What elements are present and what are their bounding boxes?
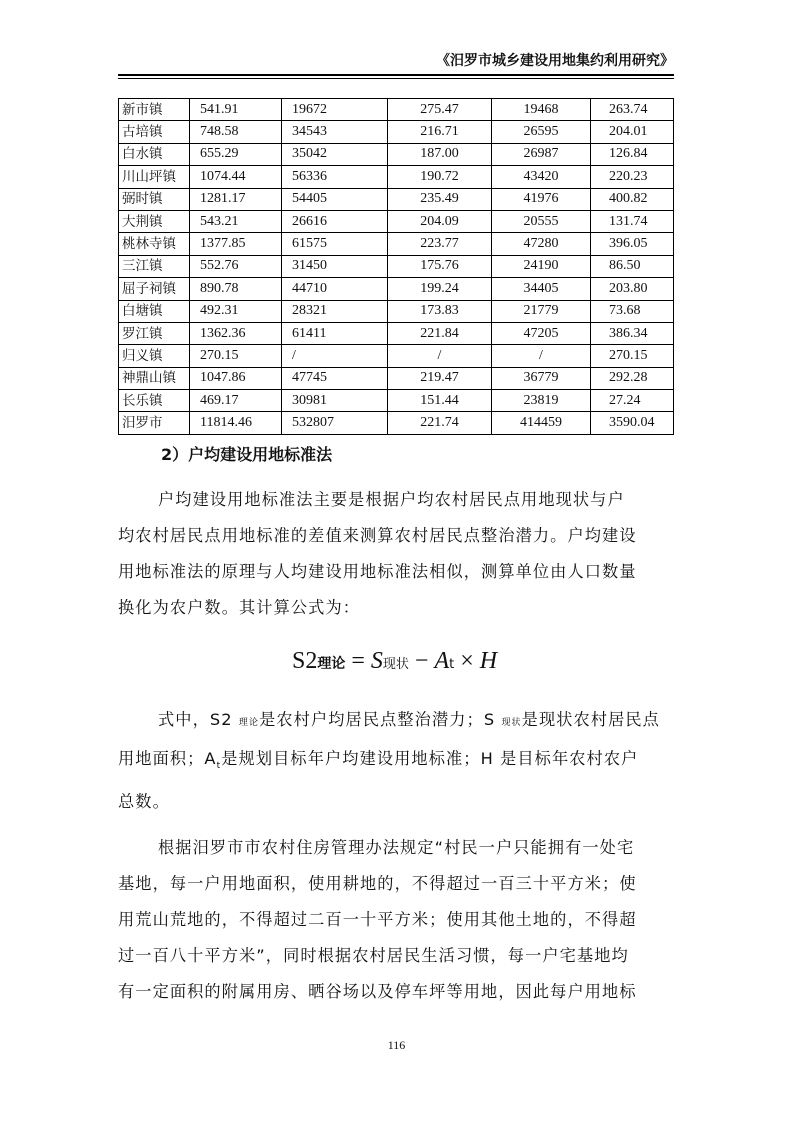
table-cell-value: 1281.17: [190, 188, 282, 210]
table-cell-value: 1047.86: [190, 367, 282, 389]
table-cell-value: 20555: [492, 210, 591, 232]
paragraph-variable-definitions: [118, 702, 678, 820]
paragraph-line: 总数。: [118, 792, 170, 812]
paragraph-line: 户均建设用地标准法主要是根据户均农村居民点用地现状与户: [158, 490, 625, 509]
text-span: 是规划目标年户均建设用地标准；H 是目标年农村农户: [221, 749, 639, 768]
table-cell-town: 长乐镇: [119, 390, 190, 412]
table-cell-value: 223.77: [388, 233, 492, 255]
table-cell-value: 396.05: [591, 233, 674, 255]
paragraph-method-intro: [118, 482, 678, 626]
section-heading: 2）户均建设用地标准法: [161, 445, 333, 464]
table-cell-value: 199.24: [388, 278, 492, 300]
formula-a-subscript: t: [449, 657, 455, 672]
table-cell-value: 220.23: [591, 166, 674, 188]
table-cell-town: 桃林寺镇: [119, 233, 190, 255]
table-cell-town: 新市镇: [119, 99, 190, 121]
table-cell-value: 492.31: [190, 300, 282, 322]
table-cell-value: 216.71: [388, 121, 492, 143]
formula-equals: =: [345, 648, 371, 674]
table-cell-town: 汨罗市: [119, 412, 190, 434]
formula-h: H: [479, 648, 498, 674]
table-cell-value: 292.28: [591, 367, 674, 389]
table-row: [119, 300, 674, 322]
header-rule-thin: [118, 78, 674, 79]
table-cell-value: 655.29: [190, 143, 282, 165]
table-row: [119, 99, 674, 121]
text-span: 是现状农村居民点: [521, 710, 660, 729]
table-cell-town: 弼时镇: [119, 188, 190, 210]
table-cell-value: 235.49: [388, 188, 492, 210]
table-cell-value: 386.34: [591, 322, 674, 344]
table-cell-value: 748.58: [190, 121, 282, 143]
table-row: [119, 143, 674, 165]
formula-a: A: [434, 648, 450, 674]
table-cell-value: 44710: [282, 278, 388, 300]
table-cell-value: 221.74: [388, 412, 492, 434]
table-cell-value: 19468: [492, 99, 591, 121]
subscript: t: [216, 761, 222, 772]
table-cell-value: 35042: [282, 143, 388, 165]
formula-times: ×: [454, 648, 480, 674]
table-cell-value: 47745: [282, 367, 388, 389]
paragraph-line: [118, 741, 678, 784]
table-cell-value: 34405: [492, 278, 591, 300]
table-cell-value: 532807: [282, 412, 388, 434]
table-cell-value: 26595: [492, 121, 591, 143]
table-cell-value: 41976: [492, 188, 591, 210]
table-row: [119, 233, 674, 255]
table-row: [119, 166, 674, 188]
formula-s: S: [370, 648, 383, 674]
table-cell-value: 31450: [282, 255, 388, 277]
table-cell-value: 221.84: [388, 322, 492, 344]
table-cell-value: 173.83: [388, 300, 492, 322]
table-cell-town: 罗江镇: [119, 322, 190, 344]
table-cell-value: 275.47: [388, 99, 492, 121]
table-cell-value: 190.72: [388, 166, 492, 188]
table-cell-value: 23819: [492, 390, 591, 412]
table-cell-value: 131.74: [591, 210, 674, 232]
page-number: 116: [387, 1038, 406, 1052]
table-cell-value: 19672: [282, 99, 388, 121]
table-cell-value: 3590.04: [591, 412, 674, 434]
formula-lhs: S2: [292, 648, 318, 674]
table-cell-town: 川山坪镇: [119, 166, 190, 188]
table-cell-town: 归义镇: [119, 345, 190, 367]
table-cell-value: 890.78: [190, 278, 282, 300]
subscript: 现状: [501, 718, 522, 728]
table-cell-value: 61411: [282, 322, 388, 344]
table-cell-town: 白塘镇: [119, 300, 190, 322]
paragraph-line: 有一定面积的附属用房、晒谷场以及停车坪等用地，因此每户用地标: [118, 982, 637, 1001]
paragraph-line: 用荒山荒地的，不得超过二百一十平方米；使用其他土地的，不得超: [118, 910, 637, 929]
table-cell-value: 187.00: [388, 143, 492, 165]
table-cell-value: 73.68: [591, 300, 674, 322]
paragraph-line: 根据汨罗市市农村住房管理办法规定“村民一户只能拥有一处宅: [158, 838, 635, 857]
table-cell-value: 1377.85: [190, 233, 282, 255]
table-cell-value: 1362.36: [190, 322, 282, 344]
table-cell-value: /: [282, 345, 388, 367]
table-cell-value: 36779: [492, 367, 591, 389]
table-cell-value: 270.15: [190, 345, 282, 367]
table-row: [119, 255, 674, 277]
table-cell-value: 28321: [282, 300, 388, 322]
table-cell-value: 1074.44: [190, 166, 282, 188]
formula-lhs-subscript: 理论: [317, 656, 346, 672]
table-row: [119, 121, 674, 143]
table-cell-value: 151.44: [388, 390, 492, 412]
table-cell-value: 34543: [282, 121, 388, 143]
table-cell-value: /: [388, 345, 492, 367]
table-row: [119, 412, 674, 434]
table-row: [119, 322, 674, 344]
table-row: [119, 278, 674, 300]
table-cell-value: 86.50: [591, 255, 674, 277]
table-cell-value: 552.76: [190, 255, 282, 277]
table-row: [119, 188, 674, 210]
table-cell-value: 263.74: [591, 99, 674, 121]
header-rule-thick: [118, 74, 674, 76]
paragraph-line: 用地标准法的原理与人均建设用地标准法相似，测算单位由人口数量: [118, 562, 637, 581]
table-cell-town: 白水镇: [119, 143, 190, 165]
table-cell-value: 24190: [492, 255, 591, 277]
table-cell-value: 400.82: [591, 188, 674, 210]
table-cell-value: 204.09: [388, 210, 492, 232]
paragraph-regulation: [118, 830, 678, 1010]
table-cell-town: 三江镇: [119, 255, 190, 277]
table-cell-value: /: [492, 345, 591, 367]
table-cell-value: 126.84: [591, 143, 674, 165]
formula-minus: −: [408, 648, 435, 674]
table-row: [119, 367, 674, 389]
table-cell-value: 469.17: [190, 390, 282, 412]
text-span: 式中，S2: [158, 710, 239, 729]
table-cell-value: 47205: [492, 322, 591, 344]
running-header: 《汨罗市城乡建设用地集约利用研究》: [436, 53, 674, 69]
formula-s-subscript: 现状: [382, 657, 409, 672]
table-row: [119, 390, 674, 412]
table-cell-value: 56336: [282, 166, 388, 188]
text-span: 用地面积；A: [118, 749, 217, 768]
table-cell-town: 屈子祠镇: [119, 278, 190, 300]
table-cell-value: 30981: [282, 390, 388, 412]
table-cell-value: 26616: [282, 210, 388, 232]
paragraph-line: 均农村居民点用地标准的差值来测算农村居民点整治潜力。户均建设: [118, 526, 637, 545]
table-cell-value: 543.21: [190, 210, 282, 232]
town-data-table: [118, 98, 674, 435]
paragraph-line: [118, 702, 678, 741]
formula: [292, 648, 497, 675]
table-cell-value: 26987: [492, 143, 591, 165]
table-cell-value: 414459: [492, 412, 591, 434]
table-cell-value: 270.15: [591, 345, 674, 367]
table-cell-value: 27.24: [591, 390, 674, 412]
table-cell-value: 11814.46: [190, 412, 282, 434]
table-cell-value: 43420: [492, 166, 591, 188]
table-row: [119, 210, 674, 232]
table-cell-town: 大荆镇: [119, 210, 190, 232]
table-cell-value: 541.91: [190, 99, 282, 121]
table-cell-town: 古培镇: [119, 121, 190, 143]
table-cell-value: 175.76: [388, 255, 492, 277]
paragraph-line: 过一百八十平方米”，同时根据农村居民生活习惯，每一户宅基地均: [118, 946, 629, 965]
table-cell-value: 61575: [282, 233, 388, 255]
table-cell-value: 21779: [492, 300, 591, 322]
table-cell-town: 神鼎山镇: [119, 367, 190, 389]
table-cell-value: 54405: [282, 188, 388, 210]
subscript: 理论: [238, 718, 260, 728]
table-row: [119, 345, 674, 367]
table-cell-value: 219.47: [388, 367, 492, 389]
table-cell-value: 204.01: [591, 121, 674, 143]
table-cell-value: 203.80: [591, 278, 674, 300]
text-span: 是农村户均居民点整治潜力；S: [259, 710, 502, 729]
paragraph-line: 换化为农户数。其计算公式为：: [118, 598, 361, 617]
table-cell-value: 47280: [492, 233, 591, 255]
paragraph-line: 基地，每一户用地面积，使用耕地的，不得超过一百三十平方米；使: [118, 874, 637, 893]
